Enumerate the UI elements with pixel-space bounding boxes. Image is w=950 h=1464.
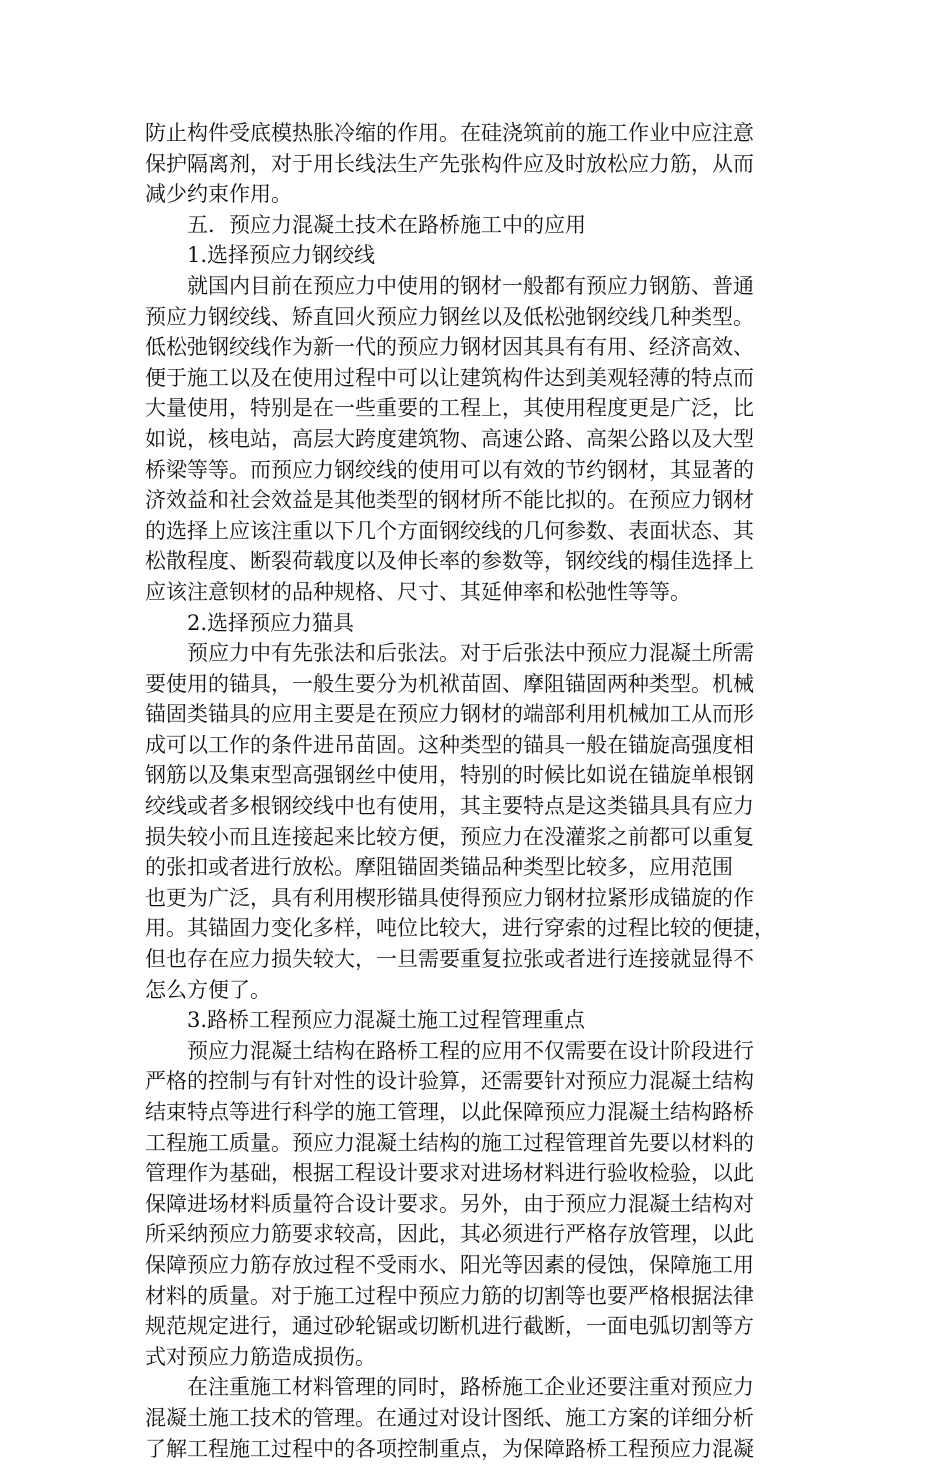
text-line: 锚固类锚具的应用主要是在预应力钢材的端部利用机械加工从而形	[145, 702, 754, 727]
paragraph-start-line: 就国内目前在预应力中使用的钢材一般都有预应力钢筋、普通	[187, 273, 754, 298]
text-line: 管理作为基础，根据工程设计要求对进场材料进行验收检验，以此	[145, 1161, 754, 1186]
text-line: 结束特点等进行科学的施工管理，以此保障预应力混凝土结构路桥	[145, 1100, 754, 1124]
text-line: 用。其锚固力变化多样，吨位比较大，进行穿索的过程比较的便捷，	[145, 916, 775, 941]
text-line: 保护隔离剂，对于用长线法生产先张构件应及时放松应力筋，从而	[145, 151, 754, 176]
paragraph-start-line: 预应力混凝土结构在路桥工程的应用不仅需要在设计阶段进行	[187, 1038, 754, 1063]
text-line: 绞线或者多根钢绞线中也有使用，其主要特点是这类锚具具有应力	[145, 794, 754, 819]
paragraph-start-line: 3.路桥工程预应力混凝土施工过程管理重点	[187, 1008, 586, 1033]
document-body	[145, 118, 807, 1464]
text-line: 规范规定进行，通过砂轮锯或切断机进行截断，一面电弧切割等方	[145, 1314, 754, 1339]
text-line: 了解工程施工过程中的各项控制重点，为保障路桥工程预应力混凝	[145, 1436, 754, 1461]
paragraph-start-line: 预应力中有先张法和后张法。对于后张法中预应力混凝土所需	[187, 641, 754, 666]
text-line: 大量使用，特别是在一些重要的工程上，其使用程度更是广泛，比	[145, 396, 754, 421]
text-line: 的张扣或者进行放松。摩阻锚固类锚品种类型比较多，应用范围	[145, 855, 733, 880]
text-line: 便于施工以及在使用过程中可以让建筑构件达到美观轻薄的特点而	[145, 365, 754, 390]
text-line: 材料的质量。对于施工过程中预应力筋的切割等也要严格根据法律	[145, 1283, 754, 1308]
text-line: 保障进场材料质量符合设计要求。另外，由于预应力混凝土结构对	[145, 1191, 754, 1216]
text-line: 严格的控制与有针对性的设计验算，还需要针对预应力混凝土结构	[145, 1069, 754, 1094]
text-line: 式对预应力筋造成损伤。	[145, 1344, 376, 1369]
paragraph-start-line: 五．预应力混凝土技术在路桥施工中的应用	[187, 212, 586, 237]
text-line: 混凝土施工技术的管理。在通过对设计图纸、施工方案的详细分析	[145, 1405, 754, 1430]
text-line: 的选择上应该注重以下几个方面钢绞线的几何参数、表面状态、其	[145, 518, 754, 543]
text-line: 怎么方便了。	[145, 977, 271, 1002]
text-line: 济效益和社会效益是其他类型的钢材所不能比拟的。在预应力钢材	[145, 488, 754, 513]
text-line: 减少约束作用。	[145, 182, 292, 207]
text-line: 要使用的锚具，一般生要分为机袱苗固、摩阻锚固两种类型。机械	[145, 671, 754, 696]
text-line: 损失较小而且连接起来比较方便，预应力在没灌浆之前都可以重复	[145, 824, 754, 849]
text-line: 工程施工质量。预应力混凝土结构的施工过程管理首先要以材料的	[145, 1130, 754, 1155]
text-line: 防止构件受底模热胀冷缩的作用。在硅浇筑前的施工作业中应注意	[145, 121, 754, 145]
text-line: 桥梁等等。而预应力钢绞线的使用可以有效的节约钢材，其显著的	[145, 457, 754, 482]
text-line: 应该注意钡材的品种规格、尺寸、其延伸率和松弛性等等。	[145, 579, 691, 604]
text-line: 如说，核电站，高层大跨度建筑物、高速公路、高架公路以及大型	[145, 426, 754, 451]
text-line: 所采纳预应力筋要求较高，因此，其必须进行严格存放管理，以此	[145, 1222, 754, 1247]
text-line: 低松弛钢绞线作为新一代的预应力钢材因其具有有用、经济高效、	[145, 335, 754, 360]
paragraph-start-line: 在注重施工材料管理的同时，路桥施工企业还要注重对预应力	[187, 1375, 754, 1400]
text-line: 成可以工作的条件进吊苗固。这种类型的锚具一般在锚旋高强度相	[145, 732, 754, 757]
text-line: 但也存在应力损失较大，一旦需要重复拉张或者进行连接就显得不	[145, 947, 754, 972]
text-line: 松散程度、断裂荷载度以及伸长率的参数等，钢绞线的榻佳选择上	[145, 549, 754, 574]
text-line: 也更为广泛，具有利用楔形锚具使得预应力钢材拉紧形成锚旋的作	[145, 885, 754, 910]
text-line: 钢筋以及集束型高强钢丝中使用，特别的时候比如说在锚旋单根钢	[145, 763, 754, 788]
paragraph-start-line: 2.选择预应力猫具	[187, 610, 355, 635]
text-line: 预应力钢绞线、矫直回火预应力钢丝以及低松弛钢绞线几种类型。	[145, 304, 754, 329]
paragraph-start-line: 1.选择预应力钢绞线	[187, 243, 376, 268]
text-line: 保障预应力筋存放过程不受雨水、阳光等因素的侵蚀，保障施工用	[145, 1252, 754, 1277]
